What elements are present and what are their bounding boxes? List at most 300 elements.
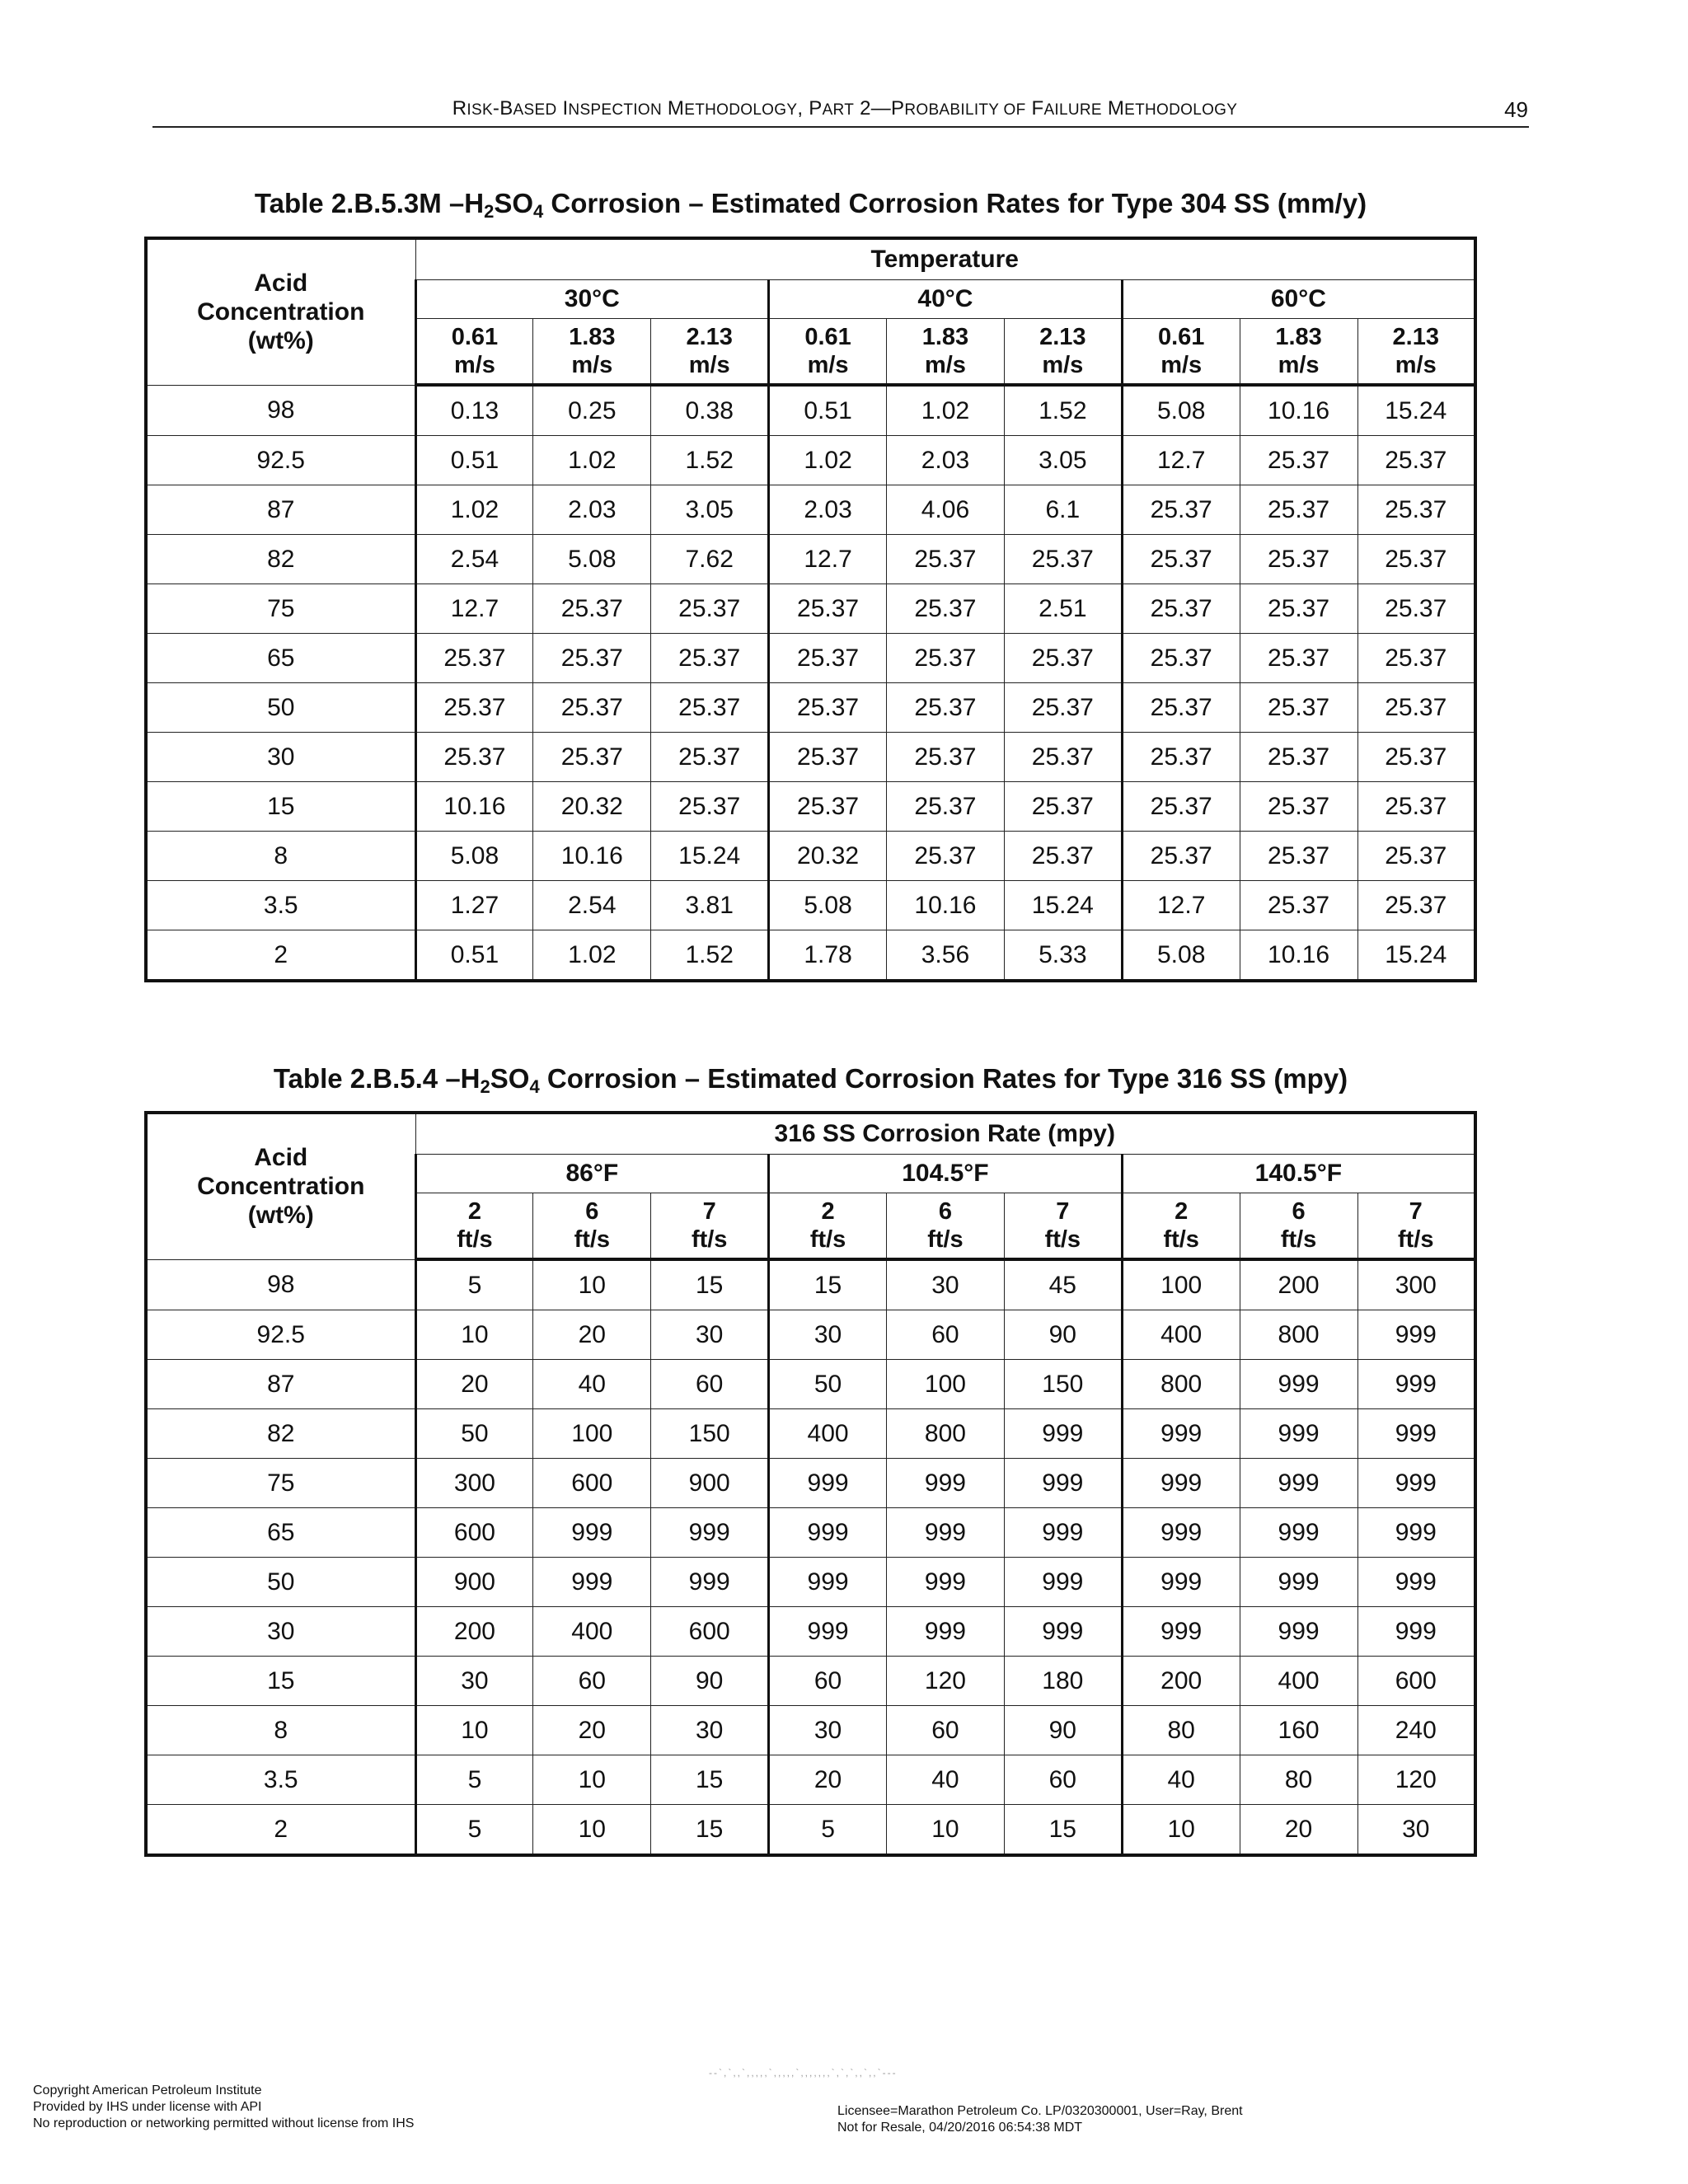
velocity-header — [1004, 1193, 1122, 1260]
velocity-unit: m/s — [688, 352, 730, 378]
rate-cell: 1.02 — [887, 385, 1005, 436]
header-row — [146, 1113, 1475, 1155]
rate-cell: 999 — [533, 1558, 651, 1607]
acid-concentration-cell: 2 — [146, 930, 415, 982]
rate-cell: 120 — [1357, 1755, 1475, 1805]
velocity-value: 2.13 — [1039, 324, 1086, 350]
table-header — [146, 238, 1475, 385]
rate-cell: 25.37 — [533, 584, 651, 634]
rate-cell: 999 — [1357, 1409, 1475, 1459]
rate-cell: 1.02 — [533, 436, 651, 485]
rate-cell: 12.7 — [415, 584, 533, 634]
rate-cell: 15 — [769, 1259, 887, 1310]
velocity-header — [533, 319, 651, 386]
rate-cell: 10 — [533, 1755, 651, 1805]
rate-cell: 25.37 — [651, 634, 769, 683]
rate-cell: 2.03 — [533, 485, 651, 535]
velocity-value: 2 — [821, 1198, 835, 1225]
footer-left-line: Provided by IHS under license with API — [33, 2100, 262, 2114]
velocity-unit: m/s — [453, 352, 495, 378]
table-row — [146, 1755, 1475, 1805]
rate-cell: 10 — [415, 1310, 533, 1360]
acid-concentration-cell: 98 — [146, 385, 415, 436]
rate-cell: 50 — [415, 1409, 533, 1459]
rate-cell: 15 — [651, 1805, 769, 1856]
rate-cell: 12.7 — [1122, 436, 1240, 485]
rate-cell: 0.51 — [415, 436, 533, 485]
header-text-part: M — [1101, 97, 1125, 120]
rate-cell: 999 — [651, 1558, 769, 1607]
rate-cell: 800 — [1122, 1360, 1240, 1409]
table-row — [146, 385, 1475, 436]
rate-cell: 999 — [769, 1459, 887, 1508]
velocity-value: 2 — [467, 1198, 481, 1225]
acid-concentration-cell: 8 — [146, 1706, 415, 1755]
rate-cell: 2.54 — [415, 535, 533, 584]
rate-cell: 1.78 — [769, 930, 887, 982]
velocity-header — [769, 319, 887, 386]
rate-cell: 25.37 — [1357, 733, 1475, 782]
rate-cell: 200 — [1122, 1657, 1240, 1706]
header-text-part: AILURE — [1043, 101, 1102, 119]
acid-concentration-cell: 15 — [146, 1657, 415, 1706]
velocity-header — [1357, 1193, 1475, 1260]
rate-cell: 25.37 — [1357, 683, 1475, 733]
rate-cell: 300 — [415, 1459, 533, 1508]
acid-concentration-header — [146, 238, 415, 385]
velocity-header — [1240, 319, 1357, 386]
rate-cell: 25.37 — [415, 683, 533, 733]
rate-cell: 999 — [1240, 1459, 1357, 1508]
velocity-unit: m/s — [1395, 352, 1437, 378]
rate-cell: 300 — [1357, 1259, 1475, 1310]
rate-cell: 10.16 — [533, 832, 651, 881]
running-header — [152, 97, 1537, 120]
rate-cell: 12.7 — [1122, 881, 1240, 930]
rate-cell: 5.08 — [1122, 385, 1240, 436]
rate-cell: 1.02 — [415, 485, 533, 535]
rate-cell: 2.03 — [887, 436, 1005, 485]
velocity-value: 6 — [585, 1198, 599, 1225]
rate-cell: 1.52 — [651, 930, 769, 982]
velocity-unit: m/s — [924, 352, 966, 378]
rate-cell: 25.37 — [1240, 584, 1357, 634]
rate-cell: 200 — [415, 1607, 533, 1657]
velocity-unit: m/s — [1160, 352, 1203, 378]
rate-cell: 15.24 — [651, 832, 769, 881]
velocity-header — [415, 319, 533, 386]
footer-right-line: Licensee=Marathon Petroleum Co. LP/0320300001, User=Ray, Brent — [837, 2104, 1243, 2118]
rate-cell: 25.37 — [651, 782, 769, 832]
velocity-unit: ft/s — [1044, 1226, 1081, 1253]
page-number: 49 — [1504, 97, 1528, 122]
rate-cell: 30 — [415, 1657, 533, 1706]
group-header: Temperature — [415, 238, 1475, 280]
acid-concentration-cell: 87 — [146, 485, 415, 535]
acid-concentration-cell: 3.5 — [146, 881, 415, 930]
acid-concentration-cell: 92.5 — [146, 1310, 415, 1360]
rate-cell: 15 — [651, 1259, 769, 1310]
acid-concentration-cell: 75 — [146, 584, 415, 634]
rate-cell: 999 — [1357, 1459, 1475, 1508]
velocity-header — [769, 1193, 887, 1260]
table-row — [146, 1805, 1475, 1856]
rate-cell: 25.37 — [1357, 782, 1475, 832]
rate-cell: 999 — [769, 1508, 887, 1558]
velocity-unit: m/s — [807, 352, 849, 378]
rate-cell: 5.08 — [769, 881, 887, 930]
rate-cell: 60 — [1004, 1755, 1122, 1805]
velocity-header — [651, 319, 769, 386]
velocity-header — [415, 1193, 533, 1260]
velocity-value: 2.13 — [1392, 324, 1439, 350]
velocity-value: 7 — [1056, 1198, 1070, 1225]
rate-cell: 1.52 — [651, 436, 769, 485]
rate-cell: 600 — [415, 1508, 533, 1558]
acid-concentration-cell: 50 — [146, 683, 415, 733]
acid-header-line: (wt%) — [247, 1202, 314, 1230]
rate-cell: 25.37 — [1122, 634, 1240, 683]
rate-cell: 999 — [1357, 1508, 1475, 1558]
rate-cell: 25.37 — [533, 683, 651, 733]
rate-cell: 10 — [533, 1805, 651, 1856]
rate-cell: 25.37 — [651, 683, 769, 733]
rate-cell: 999 — [769, 1607, 887, 1657]
velocity-unit: m/s — [1278, 352, 1320, 378]
rate-cell: 999 — [1004, 1558, 1122, 1607]
velocity-unit: ft/s — [1163, 1226, 1199, 1253]
rate-cell: 60 — [887, 1310, 1005, 1360]
rate-cell: 20.32 — [533, 782, 651, 832]
rate-cell: 25.37 — [1122, 683, 1240, 733]
header-text-part: F — [1025, 97, 1044, 120]
rate-cell: 40 — [1122, 1755, 1240, 1805]
rate-cell: 10.16 — [887, 881, 1005, 930]
temperature-header: 140.5°F — [1122, 1155, 1475, 1193]
acid-concentration-cell: 82 — [146, 535, 415, 584]
header-text-part: -B — [492, 97, 513, 120]
header-divider — [152, 126, 1529, 128]
header-text-part: ETHODOLOGY — [1124, 101, 1238, 119]
rate-cell: 0.13 — [415, 385, 533, 436]
rate-cell: 150 — [651, 1409, 769, 1459]
table-row — [146, 1360, 1475, 1409]
rate-cell: 25.37 — [1357, 881, 1475, 930]
table-row — [146, 881, 1475, 930]
rate-cell: 20 — [769, 1755, 887, 1805]
rate-cell: 25.37 — [1240, 535, 1357, 584]
velocity-header — [1122, 1193, 1240, 1260]
rate-cell: 25.37 — [415, 634, 533, 683]
rate-cell: 25.37 — [415, 733, 533, 782]
rate-cell: 5.08 — [533, 535, 651, 584]
rate-cell: 999 — [1122, 1508, 1240, 1558]
rate-cell: 5 — [769, 1805, 887, 1856]
rate-cell: 5.08 — [1122, 930, 1240, 982]
rate-cell: 400 — [1122, 1310, 1240, 1360]
footer-license — [837, 2103, 1243, 2136]
rate-cell: 600 — [533, 1459, 651, 1508]
velocity-header — [1004, 319, 1122, 386]
header-text-part: ROBABILITY OF — [904, 101, 1026, 119]
rate-cell: 25.37 — [769, 634, 887, 683]
rate-cell: 25.37 — [1004, 733, 1122, 782]
acid-concentration-cell: 30 — [146, 733, 415, 782]
table-row — [146, 1508, 1475, 1558]
rate-cell: 25.37 — [1240, 733, 1357, 782]
velocity-value: 1.83 — [1275, 324, 1322, 350]
table-row — [146, 1706, 1475, 1755]
rate-cell: 999 — [1240, 1360, 1357, 1409]
temperature-header: 40°C — [769, 280, 1123, 319]
rate-cell: 25.37 — [1122, 782, 1240, 832]
table-row — [146, 1657, 1475, 1706]
rate-cell: 40 — [887, 1755, 1005, 1805]
rate-cell: 25.37 — [1240, 436, 1357, 485]
rate-cell: 20.32 — [769, 832, 887, 881]
acid-header-line: Concentration — [197, 298, 365, 326]
rate-cell: 0.51 — [769, 385, 887, 436]
rate-cell: 30 — [769, 1706, 887, 1755]
rate-cell: 25.37 — [1357, 634, 1475, 683]
rate-cell: 15 — [1004, 1805, 1122, 1856]
rate-cell: 10.16 — [1240, 385, 1357, 436]
rate-cell: 999 — [1240, 1508, 1357, 1558]
acid-concentration-cell: 87 — [146, 1360, 415, 1409]
table-row — [146, 1558, 1475, 1607]
velocity-value: 6 — [938, 1198, 952, 1225]
rate-cell: 30 — [887, 1259, 1005, 1310]
rate-cell: 20 — [415, 1360, 533, 1409]
rate-cell: 25.37 — [887, 782, 1005, 832]
rate-cell: 3.05 — [1004, 436, 1122, 485]
rate-cell: 600 — [651, 1607, 769, 1657]
rate-cell: 25.37 — [769, 584, 887, 634]
rate-cell: 25.37 — [1357, 436, 1475, 485]
velocity-unit: ft/s — [457, 1226, 493, 1253]
acid-concentration-cell: 65 — [146, 1508, 415, 1558]
rate-cell: 25.37 — [1122, 485, 1240, 535]
velocity-header — [651, 1193, 769, 1260]
rate-cell: 999 — [1122, 1607, 1240, 1657]
rate-cell: 999 — [1004, 1508, 1122, 1558]
table-1-title: Table 2.B.5.3M $-H_2SO_4$ Corrosion – Estimated Corrosion Rates for Type 304 SS (mm/y) — [254, 188, 1367, 222]
rate-cell: 240 — [1357, 1706, 1475, 1755]
rate-cell: 25.37 — [1122, 535, 1240, 584]
rate-cell: 900 — [415, 1558, 533, 1607]
acid-concentration-cell: 65 — [146, 634, 415, 683]
rate-cell: 999 — [887, 1607, 1005, 1657]
rate-cell: 45 — [1004, 1259, 1122, 1310]
table-row — [146, 584, 1475, 634]
rate-cell: 400 — [1240, 1657, 1357, 1706]
table-row — [146, 1259, 1475, 1310]
rate-cell: 2.51 — [1004, 584, 1122, 634]
rate-cell: 25.37 — [1004, 782, 1122, 832]
rate-cell: 25.37 — [1004, 634, 1122, 683]
rate-cell: 0.25 — [533, 385, 651, 436]
velocity-header — [533, 1193, 651, 1260]
rate-cell: 7.62 — [651, 535, 769, 584]
rate-cell: 400 — [769, 1409, 887, 1459]
rate-cell: 999 — [1357, 1310, 1475, 1360]
rate-cell: 6.1 — [1004, 485, 1122, 535]
rate-cell: 999 — [1240, 1607, 1357, 1657]
header-text-part: ISK — [467, 101, 493, 119]
table-row — [146, 634, 1475, 683]
rate-cell: 20 — [533, 1310, 651, 1360]
rate-cell: 1.52 — [1004, 385, 1122, 436]
header-text-part: I — [556, 97, 569, 120]
velocity-value: 0.61 — [804, 324, 851, 350]
table-row — [146, 1459, 1475, 1508]
rate-cell: 120 — [887, 1657, 1005, 1706]
velocity-unit: m/s — [571, 352, 613, 378]
footer-copyright — [33, 2083, 414, 2132]
velocity-header — [887, 319, 1005, 386]
table-row — [146, 485, 1475, 535]
velocity-header — [887, 1193, 1005, 1260]
table-row — [146, 1409, 1475, 1459]
header-text-part: 2—P — [854, 97, 905, 120]
table-row — [146, 1607, 1475, 1657]
corrosion-table-316ss — [144, 1111, 1477, 1857]
velocity-value: 6 — [1292, 1198, 1306, 1225]
rate-cell: 5 — [415, 1755, 533, 1805]
rate-cell: 5 — [415, 1805, 533, 1856]
temperature-header: 30°C — [415, 280, 769, 319]
rate-cell: 800 — [1240, 1310, 1357, 1360]
rate-cell: 999 — [1004, 1459, 1122, 1508]
rate-cell: 999 — [1240, 1409, 1357, 1459]
footer-left-line: Copyright American Petroleum Institute — [33, 2083, 262, 2097]
header-text-part: NSPECTION — [568, 101, 662, 119]
table-row — [146, 535, 1475, 584]
rate-cell: 100 — [1122, 1259, 1240, 1310]
table-body — [146, 385, 1475, 981]
velocity-value: 0.61 — [451, 324, 499, 350]
rate-cell: 160 — [1240, 1706, 1357, 1755]
rate-cell: 10 — [415, 1706, 533, 1755]
acid-concentration-cell: 2 — [146, 1805, 415, 1856]
rate-cell: 25.37 — [1240, 683, 1357, 733]
acid-concentration-cell: 15 — [146, 782, 415, 832]
table-body — [146, 1259, 1475, 1855]
rate-cell: 10.16 — [1240, 930, 1357, 982]
acid-concentration-header — [146, 1113, 415, 1259]
header-text-part: M — [661, 97, 685, 120]
rate-cell: 15.24 — [1357, 930, 1475, 982]
rate-cell: 80 — [1240, 1755, 1357, 1805]
acid-concentration-cell: 75 — [146, 1459, 415, 1508]
rate-cell: 999 — [769, 1558, 887, 1607]
rate-cell: 25.37 — [1004, 683, 1122, 733]
rate-cell: 999 — [1357, 1558, 1475, 1607]
rate-cell: 25.37 — [1122, 584, 1240, 634]
velocity-unit: ft/s — [1280, 1226, 1317, 1253]
rate-cell: 25.37 — [1122, 832, 1240, 881]
acid-header-line: Acid — [254, 1144, 308, 1172]
rate-cell: 999 — [533, 1508, 651, 1558]
velocity-value: 7 — [702, 1198, 716, 1225]
header-row — [146, 238, 1475, 280]
rate-cell: 25.37 — [1004, 832, 1122, 881]
table-row — [146, 832, 1475, 881]
rate-cell: 2.54 — [533, 881, 651, 930]
rate-cell: 2.03 — [769, 485, 887, 535]
rate-cell: 999 — [887, 1508, 1005, 1558]
rate-cell: 90 — [1004, 1310, 1122, 1360]
rate-cell: 3.81 — [651, 881, 769, 930]
velocity-value: 2.13 — [686, 324, 733, 350]
rate-cell: 25.37 — [533, 634, 651, 683]
rate-cell: 3.05 — [651, 485, 769, 535]
table-row — [146, 930, 1475, 982]
rate-cell: 25.37 — [1240, 485, 1357, 535]
rate-cell: 4.06 — [887, 485, 1005, 535]
velocity-header — [1240, 1193, 1357, 1260]
rate-cell: 999 — [1004, 1607, 1122, 1657]
velocity-value: 1.83 — [569, 324, 616, 350]
velocity-value: 7 — [1409, 1198, 1423, 1225]
rate-cell: 20 — [533, 1706, 651, 1755]
footer-left-line: No reproduction or networking permitted without license from IHS — [33, 2116, 415, 2130]
rate-cell: 25.37 — [533, 733, 651, 782]
table-row — [146, 683, 1475, 733]
acid-concentration-cell: 3.5 — [146, 1755, 415, 1805]
footer-right-line: Not for Resale, 04/20/2016 06:54:38 MDT — [837, 2121, 1083, 2135]
header-text-part: , P — [797, 97, 823, 120]
rate-cell: 1.02 — [769, 436, 887, 485]
rate-cell: 90 — [651, 1657, 769, 1706]
rate-cell: 90 — [1004, 1706, 1122, 1755]
rate-cell: 25.37 — [1122, 733, 1240, 782]
rate-cell: 25.37 — [887, 832, 1005, 881]
rate-cell: 25.37 — [769, 733, 887, 782]
rate-cell: 80 — [1122, 1706, 1240, 1755]
rate-cell: 25.37 — [887, 584, 1005, 634]
rate-cell: 10.16 — [415, 782, 533, 832]
velocity-unit: ft/s — [691, 1226, 728, 1253]
acid-concentration-cell: 8 — [146, 832, 415, 881]
velocity-header — [1357, 319, 1475, 386]
acid-concentration-cell: 30 — [146, 1607, 415, 1657]
rate-cell: 25.37 — [769, 683, 887, 733]
velocity-unit: ft/s — [927, 1226, 964, 1253]
rate-cell: 400 — [533, 1607, 651, 1657]
rate-cell: 999 — [887, 1459, 1005, 1508]
rate-cell: 999 — [651, 1508, 769, 1558]
rate-cell: 10 — [1122, 1805, 1240, 1856]
rate-cell: 999 — [1122, 1409, 1240, 1459]
velocity-unit: m/s — [1042, 352, 1084, 378]
acid-concentration-cell: 82 — [146, 1409, 415, 1459]
rate-cell: 25.37 — [1004, 535, 1122, 584]
rate-cell: 30 — [769, 1310, 887, 1360]
rate-cell: 50 — [769, 1360, 887, 1409]
rate-cell: 25.37 — [1240, 832, 1357, 881]
rate-cell: 999 — [887, 1558, 1005, 1607]
rate-cell: 999 — [1004, 1409, 1122, 1459]
rate-cell: 0.38 — [651, 385, 769, 436]
rate-cell: 25.37 — [651, 584, 769, 634]
rate-cell: 999 — [1240, 1558, 1357, 1607]
acid-header-line: Concentration — [197, 1173, 365, 1201]
velocity-unit: ft/s — [809, 1226, 846, 1253]
rate-cell: 25.37 — [887, 683, 1005, 733]
table-row — [146, 436, 1475, 485]
rate-cell: 10 — [533, 1259, 651, 1310]
